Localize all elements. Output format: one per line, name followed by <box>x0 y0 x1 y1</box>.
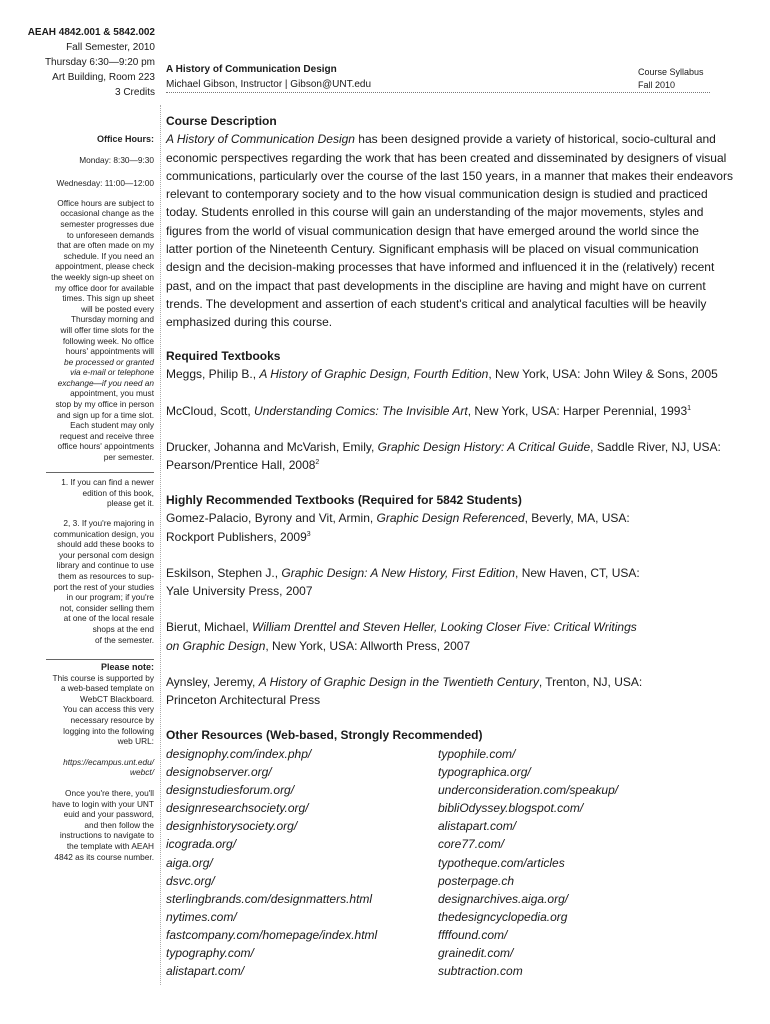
resource-link[interactable]: designhistorysociety.org/ <box>166 819 298 834</box>
office-note-line: appointment, please check <box>55 261 154 272</box>
author: Eskilson, Stephen J., <box>166 565 282 580</box>
office-note-line: the weekly sign-up sheet on <box>51 271 154 282</box>
office-note-line: and sign up for a time slot. <box>56 409 154 420</box>
citation-line <box>166 564 714 582</box>
required-books-list <box>166 365 721 474</box>
description-line <box>166 258 714 276</box>
author: McCloud, Scott, <box>166 403 255 418</box>
citation-line <box>166 673 714 691</box>
semester: Fall Semester, 2010 <box>66 42 155 53</box>
footnote-line: library and continue to use <box>56 560 154 571</box>
footnote-line: port the rest of your studies <box>53 581 154 592</box>
url-line: webct/ <box>130 767 154 778</box>
resource-link[interactable]: posterpage.ch <box>438 873 515 888</box>
resource-link[interactable]: designobserver.org/ <box>166 765 272 780</box>
footnote-marker: 2 <box>315 459 320 467</box>
book-citation <box>166 365 718 383</box>
office-hours-monday: Monday: 8:30—9:30 <box>79 154 154 165</box>
book-title: A History of Graphic Design in the Twentieth Century <box>258 675 539 690</box>
resource-link[interactable]: alistapart.com/ <box>438 819 517 834</box>
resources-right-column <box>438 745 618 980</box>
resource-link[interactable]: dsvc.org/ <box>166 873 215 888</box>
footnote-line: of the semester. <box>94 634 154 645</box>
section-heading: Required Textbooks <box>166 349 281 363</box>
course-title-italic: A History of Communication Design <box>166 132 355 147</box>
other-resources <box>166 726 714 744</box>
description-text: economic perspectives regarding the work that has been created and disseminated by designers of visual <box>166 150 727 165</box>
publisher: , Beverly, MA, USA: <box>524 511 630 526</box>
publisher: , Saddle River, NJ, USA: <box>590 439 721 454</box>
doc-label-block <box>638 66 704 92</box>
footnote-2-3 <box>6 518 154 645</box>
doc-term: Fall 2010 <box>638 80 676 90</box>
resource-link[interactable]: thedesigncyclopedia.org <box>438 909 568 924</box>
description-line <box>166 295 714 313</box>
column-divider <box>160 105 161 985</box>
office-note-line: appointment, you must <box>70 388 154 399</box>
office-note-line: following week. No office <box>62 335 154 346</box>
recommended-textbooks <box>166 491 714 710</box>
webct-url[interactable] <box>6 757 154 778</box>
publisher: , New York, USA: John Wiley & Sons, 2005 <box>488 367 718 382</box>
author: Bierut, Michael, <box>166 620 253 635</box>
please-note-body <box>6 673 154 747</box>
citation-line <box>166 438 721 456</box>
course-info-block <box>0 25 155 100</box>
resources-left-column <box>166 745 377 980</box>
description-body <box>166 130 733 331</box>
note-line: Once you're there, you'll <box>65 787 154 798</box>
office-hours <box>6 134 154 463</box>
book-title: Graphic Design History: A Critical Guide <box>377 439 591 454</box>
footnote-1 <box>6 477 154 509</box>
description-line <box>166 149 727 167</box>
note-line: have to login with your UNT <box>52 798 154 809</box>
resource-link[interactable]: typotheque.com/articles <box>438 855 565 870</box>
description-text: emphasized during this course. <box>166 315 333 330</box>
book-citation <box>166 509 714 546</box>
note-line: necessary resource by <box>70 714 154 725</box>
resource-link[interactable]: sterlingbrands.com/designmatters.html <box>166 891 373 906</box>
please-note-heading: Please note: <box>100 662 154 672</box>
description-line <box>166 167 733 185</box>
resource-link[interactable]: typographica.org/ <box>438 765 531 780</box>
book-citation <box>166 438 721 475</box>
book-title: William Drenttel and Steven Heller, Looking Closer Five: Critical Writings <box>252 620 637 635</box>
footnote-line: at one of the local resale <box>63 613 154 624</box>
office-note-line: my office door for available <box>55 282 154 293</box>
recommended-books-list <box>166 509 714 709</box>
author: Aynsley, Jeremy, <box>166 675 259 690</box>
resource-link[interactable]: designresearchsociety.org/ <box>166 801 309 816</box>
resource-link[interactable]: underconsideration.com/speakup/ <box>438 783 619 798</box>
description-line <box>166 277 714 295</box>
description-text: design and the decision-making processes that have informed and influenced it in the (relatively) recent <box>166 260 715 275</box>
instructor-line: Michael Gibson, Instructor | Gibson@UNT.edu <box>166 79 372 90</box>
publisher: , New York, USA: Harper Perennial, 1993 <box>467 403 688 418</box>
publisher: , New Haven, CT, USA: <box>515 565 640 580</box>
course-description <box>166 112 733 332</box>
section-heading: Course Description <box>166 114 277 128</box>
publisher: , New York, USA: Allworth Press, 2007 <box>265 638 471 653</box>
footnote-line: 1. If you can find a newer <box>61 477 154 487</box>
description-line <box>166 313 714 331</box>
description-text: past, and on the impact that past developments in the discipline are having and might have on current <box>166 278 706 293</box>
class-location: Art Building, Room 223 <box>52 72 155 83</box>
office-note-line: that are often made on my <box>57 240 154 251</box>
resource-link[interactable]: ffffound.com/ <box>438 927 508 942</box>
note-line: You can access this very <box>62 704 154 715</box>
office-note-line: request and receive three <box>59 430 154 441</box>
office-note-line: hours' appointments will <box>65 346 154 357</box>
sidebar-divider <box>46 472 154 473</box>
resource-link[interactable]: typography.com/ <box>166 946 254 961</box>
office-note-line: office hours' appointments <box>57 441 154 452</box>
publisher: Yale University Press, 2007 <box>166 584 313 599</box>
note-line: WebCT Blackboard. <box>80 693 154 704</box>
footnote-line: edition of this book, <box>82 487 154 498</box>
required-textbooks <box>166 347 721 474</box>
office-note-line: Each student may only <box>70 420 154 431</box>
office-note-line: will offer time slots for the <box>60 324 154 335</box>
footnote-line: not, consider selling them <box>59 602 154 613</box>
class-time: Thursday 6:30—9:20 pm <box>44 57 155 68</box>
citation-line <box>166 456 714 474</box>
description-line <box>166 222 714 240</box>
course-title-block <box>166 62 371 92</box>
footnote-marker: 3 <box>306 530 311 538</box>
citation-line <box>166 637 714 655</box>
book-citation <box>166 673 714 710</box>
section-heading: Other Resources (Web-based, Strongly Recommended) <box>166 728 483 742</box>
citation-line <box>166 582 714 600</box>
login-instructions <box>6 788 154 862</box>
description-line <box>166 130 714 148</box>
footnote-line: in our program; if you're <box>66 592 154 603</box>
office-note-line: stop by my office in person <box>55 399 154 410</box>
resource-link[interactable]: designophy.com/index.php/ <box>166 747 312 761</box>
footnote-line: your personal com design <box>58 549 154 560</box>
citation-line <box>166 365 718 383</box>
office-note-line: schedule. If you need an <box>63 250 154 261</box>
resource-link[interactable]: icograda.org/ <box>166 837 237 852</box>
note-line: a web-based template on <box>60 683 154 694</box>
author: Gomez-Palacio, Byrony and Vit, Armin, <box>166 511 377 526</box>
citation-line <box>166 528 714 546</box>
office-note-line: semester progresses due <box>60 218 154 229</box>
credits: 3 Credits <box>114 87 155 98</box>
office-note-line: be processed or granted <box>64 356 154 367</box>
author: Meggs, Philip B., <box>166 367 260 382</box>
book-citation <box>166 618 714 655</box>
resource-link[interactable]: bibliOdyssey.blogspot.com/ <box>438 801 584 816</box>
office-note-line: via e-mail or telephone <box>70 367 154 378</box>
note-line: logging into the following <box>63 725 154 736</box>
book-citation <box>166 402 714 420</box>
description-text: communications, particularly over the course of the last 150 years, in a manner that makes their endeavors <box>166 168 733 183</box>
resource-link[interactable]: designstudiesforum.org/ <box>166 783 295 798</box>
office-note-line: occasional change as the <box>60 208 154 219</box>
publisher: Princeton Architectural Press <box>166 693 321 708</box>
note-line: This course is supported by <box>52 672 154 683</box>
citation-line <box>166 509 714 527</box>
doc-type: Course Syllabus <box>638 67 704 77</box>
course-title: A History of Communication Design <box>166 64 337 75</box>
book-title: Understanding Comics: The Invisible Art <box>254 403 468 418</box>
office-note-line: to unforeseen demands <box>66 229 154 240</box>
citation-line <box>166 691 714 709</box>
description-text: has been designed provide a variety of historical, socio-cultural and <box>354 132 716 147</box>
footnote-line: communication design, you <box>53 528 154 539</box>
note-line: web URL: <box>117 736 154 747</box>
description-line <box>166 185 714 203</box>
resource-link[interactable]: fastcompany.com/homepage/index.html <box>166 927 378 942</box>
citation-line <box>166 402 714 420</box>
footnote-line: them as resources to sup- <box>58 570 154 581</box>
office-hours-heading: Office Hours: <box>96 134 154 144</box>
book-title: A History of Graphic Design, Fourth Edition <box>259 367 489 382</box>
resource-link[interactable]: designarchives.aiga.org/ <box>438 891 569 906</box>
footnote-line: please get it. <box>106 498 154 509</box>
sidebar-divider <box>46 659 154 660</box>
description-text: trends. The development and assertion of each student's critical and analytical faculties will be heavily <box>166 296 707 311</box>
office-hours-wednesday: Wednesday: 11:00—12:00 <box>56 178 154 189</box>
section-heading: Highly Recommended Textbooks (Required for 5842 Students) <box>166 493 522 507</box>
publisher: , Trenton, NJ, USA: <box>538 675 643 690</box>
resource-link[interactable]: nytimes.com/ <box>166 909 237 924</box>
footnote-line: shops at the end <box>92 623 154 634</box>
header-divider <box>166 92 710 93</box>
office-note-line: exchange—if you need an <box>57 377 154 388</box>
footnote-line: should add these books to <box>57 539 154 550</box>
course-code: AEAH 4842.001 & 5842.002 <box>27 27 155 38</box>
book-title: Graphic Design Referenced <box>376 511 525 526</box>
description-line <box>166 240 714 258</box>
description-text: today. Students enrolled in this course will gain an understanding of the major movements, styles and <box>166 205 704 220</box>
office-note-line: per semester. <box>103 452 154 463</box>
office-note-line: Thursday morning and <box>70 314 154 325</box>
resource-link[interactable]: aiga.org/ <box>166 855 213 870</box>
note-line: instructions to navigate to <box>59 830 154 841</box>
footnote-line: 2, 3. If you're majoring in <box>63 518 154 528</box>
description-text: latter portion of the Nineteenth Century. Significant emphasis will be placed on visual communication <box>166 242 699 257</box>
publisher: Pearson/Prentice Hall, 2008 <box>166 458 316 473</box>
please-note <box>6 662 154 862</box>
note-line: 4842 as its course number. <box>54 851 154 862</box>
book-citation <box>166 564 714 601</box>
resource-link[interactable]: subtraction.com <box>438 964 523 979</box>
note-line: euid and your password, <box>63 809 154 820</box>
resource-link[interactable]: grainedit.com/ <box>438 946 514 961</box>
resource-link[interactable]: core77.com/ <box>438 837 505 852</box>
description-line <box>166 203 714 221</box>
book-title: Graphic Design: A New History, First Edition <box>281 565 516 580</box>
citation-line <box>166 618 714 636</box>
publisher: Rockport Publishers, 2009 <box>166 529 307 544</box>
url-line: https://ecampus.unt.edu/ <box>63 756 154 767</box>
footnote-marker: 1 <box>687 404 692 412</box>
description-text: figures from the world of visual communication design that have emerged around the world since the <box>166 223 699 238</box>
office-note-line: will be posted every <box>81 303 154 314</box>
note-line: the template with AEAH <box>66 840 154 851</box>
description-text: relevant to contemporary society and to the how visual communication design is studied and practiced <box>166 187 708 202</box>
book-title: on Graphic Design <box>166 638 266 653</box>
resource-link[interactable]: typophile.com/ <box>438 747 516 761</box>
office-note-line: times. This sign up sheet <box>62 293 154 304</box>
office-hours-note <box>6 198 154 463</box>
resource-link[interactable]: alistapart.com/ <box>166 964 245 979</box>
author: Drucker, Johanna and McVarish, Emily, <box>166 439 378 454</box>
note-line: and then follow the <box>84 819 154 830</box>
office-note-line: Office hours are subject to <box>57 197 154 208</box>
